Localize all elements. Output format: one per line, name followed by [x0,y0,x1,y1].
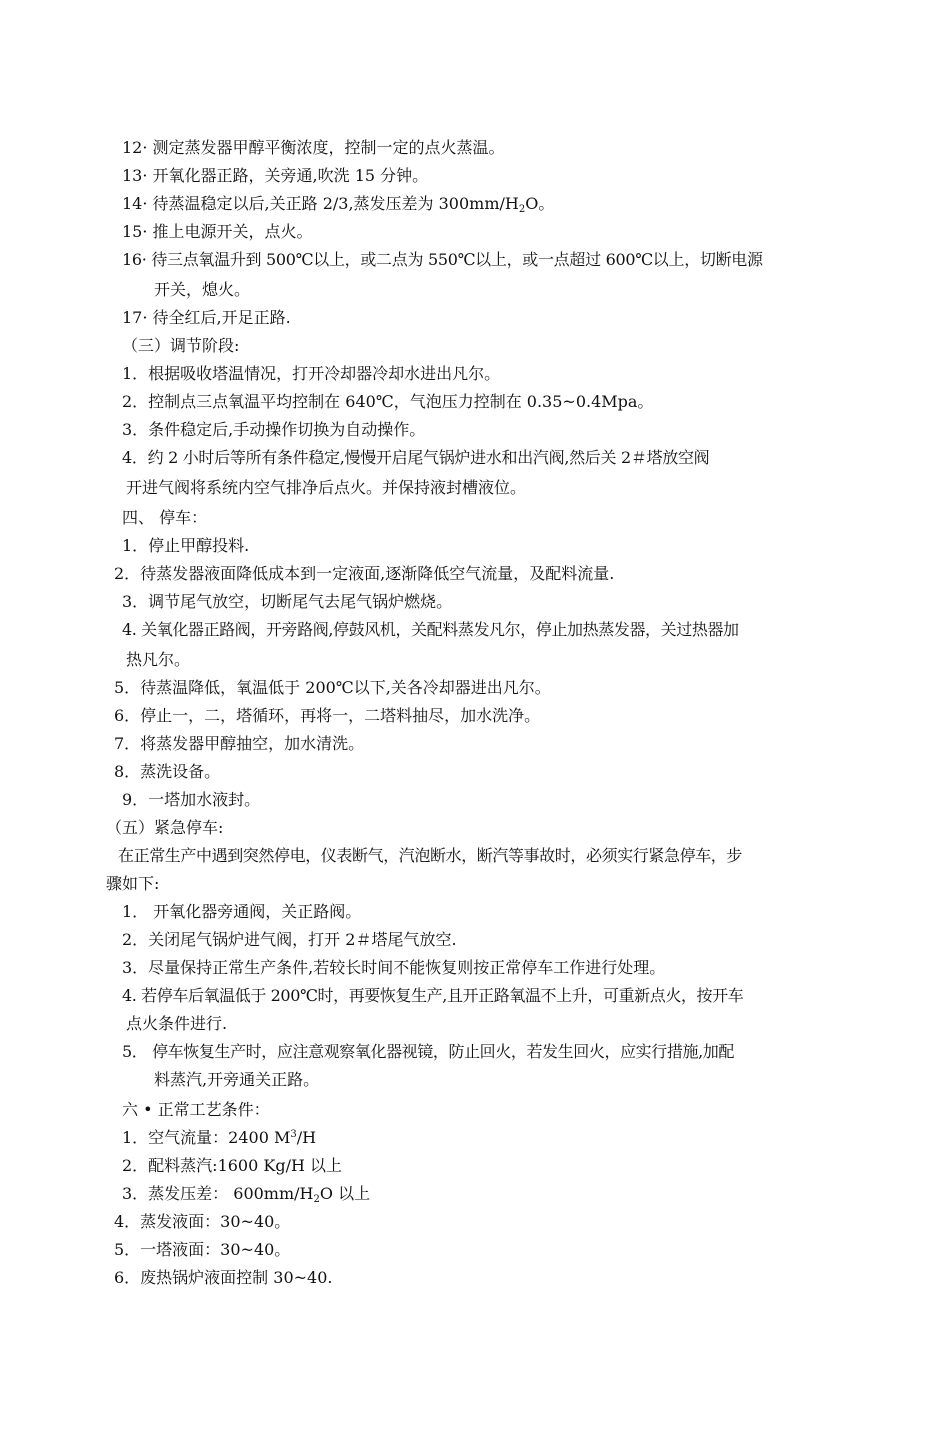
shutdown-item-7: 7．将蒸发器甲醇抽空，加水清洗。 [114,734,365,753]
emergency-item-5: 5． 停车恢复生产时，应注意观察氧化器视镜，防止回火，若发生回火，应实行措施,加配 [122,1042,734,1061]
section-heading-shutdown: 四、 停车： [122,508,208,527]
step-13: 13· 开氧化器正路，关旁通,吹洗 15 分钟。 [122,166,429,185]
step-12: 12· 测定蒸发器甲醇平衡浓度，控制一定的点火蒸温。 [122,138,505,157]
shutdown-item-4-continued: 热凡尔。 [126,650,191,669]
section-heading-adjust: （三）调节阶段: [122,336,240,355]
section-heading-emergency: （五）紧急停车: [106,818,224,837]
step-17: 17· 待全红后,开足正路. [122,308,291,327]
section-heading-normal-conditions: 六 • 正常工艺条件： [122,1100,270,1119]
emergency-intro-continued: 骤如下: [106,874,160,893]
shutdown-item-5: 5．待蒸温降低，氧温低于 200℃以下,关各冷却器进出凡尔。 [114,678,551,697]
shutdown-item-6: 6．停止一，二，塔循环，再将一，二塔料抽尽，加水洗净。 [114,706,541,725]
adjust-item-1: 1．根据吸收塔温情况，打开冷却器冷却水进出凡尔。 [122,364,501,383]
shutdown-item-4: 4. 关氧化器正路阀，开旁路阀,停鼓风机，关配料蒸发凡尔，停止加热蒸发器，关过热器加 [122,620,739,639]
emergency-item-5-continued: 料蒸汽,开旁通关正路。 [154,1070,320,1089]
adjust-item-4: 4．约 2 小时后等所有条件稳定,慢慢开启尾气锅炉进水和出汽阀,然后关 2＃塔放空阀 [122,448,710,467]
step-16-continued: 开关，熄火。 [154,280,251,299]
adjust-item-3: 3．条件稳定后,手动操作切换为自动操作。 [122,420,426,439]
adjust-item-2: 2．控制点三点氧温平均控制在 640℃，气泡压力控制在 0.35~0.4Mpa。 [122,392,654,411]
emergency-item-1: 1． 开氧化器旁通阀，关正路阀。 [122,902,362,921]
step-15: 15· 推上电源开关，点火。 [122,222,313,241]
step-14: 14· 待蒸温稳定以后,关正路 2/3,蒸发压差为 $300mm/H_2O$。 [122,194,555,215]
condition-pressure-diff: 3．蒸发压差： $600mm/H_2O$ 以上 [122,1184,371,1205]
condition-steam: 2．配料蒸汽:1600 Kg/H 以上 [122,1156,343,1175]
shutdown-item-1: 1．停止甲醇投料. [122,536,250,555]
emergency-item-4-continued: 点火条件进行. [126,1014,228,1033]
condition-air-flow: 1．空气流量：2400 $M^3/H$ [122,1128,317,1147]
condition-tower-level: 5．一塔液面：30~40。 [114,1240,291,1259]
shutdown-item-9: 9．一塔加水液封。 [122,790,261,809]
shutdown-item-8: 8．蒸洗设备。 [114,762,221,781]
step-16: 16· 待三点氧温升到 500℃以上，或二点为 550℃以上，或一点超过 600℃以上，切断电源 [122,250,763,269]
emergency-item-3: 3．尽量保持正常生产条件,若较长时间不能恢复则按正常停车工作进行处理。 [122,958,666,977]
shutdown-item-3: 3．调节尾气放空，切断尾气去尾气锅炉燃烧。 [122,592,453,611]
condition-boiler-level: 6．废热锅炉液面控制 30~40. [114,1268,333,1287]
emergency-item-2: 2．关闭尾气锅炉进气阀，打开 2＃塔尾气放空. [122,930,457,949]
emergency-item-4: 4. 若停车后氧温低于 200℃时，再要恢复生产,且开正路氧温不上升，可重新点火，按开车 [122,986,744,1005]
emergency-intro: 在正常生产中遇到突然停电，仪表断气，汽泡断水，断汽等事故时，必须实行紧急停车，步 [118,846,743,865]
shutdown-item-2: 2．待蒸发器液面降低成本到一定液面,逐渐降低空气流量，及配料流量. [114,564,615,583]
condition-evaporator-level: 4．蒸发液面：30~40。 [114,1212,291,1231]
adjust-item-4-continued: 开进气阀将系统内空气排净后点火。并保持液封槽液位。 [126,478,527,497]
